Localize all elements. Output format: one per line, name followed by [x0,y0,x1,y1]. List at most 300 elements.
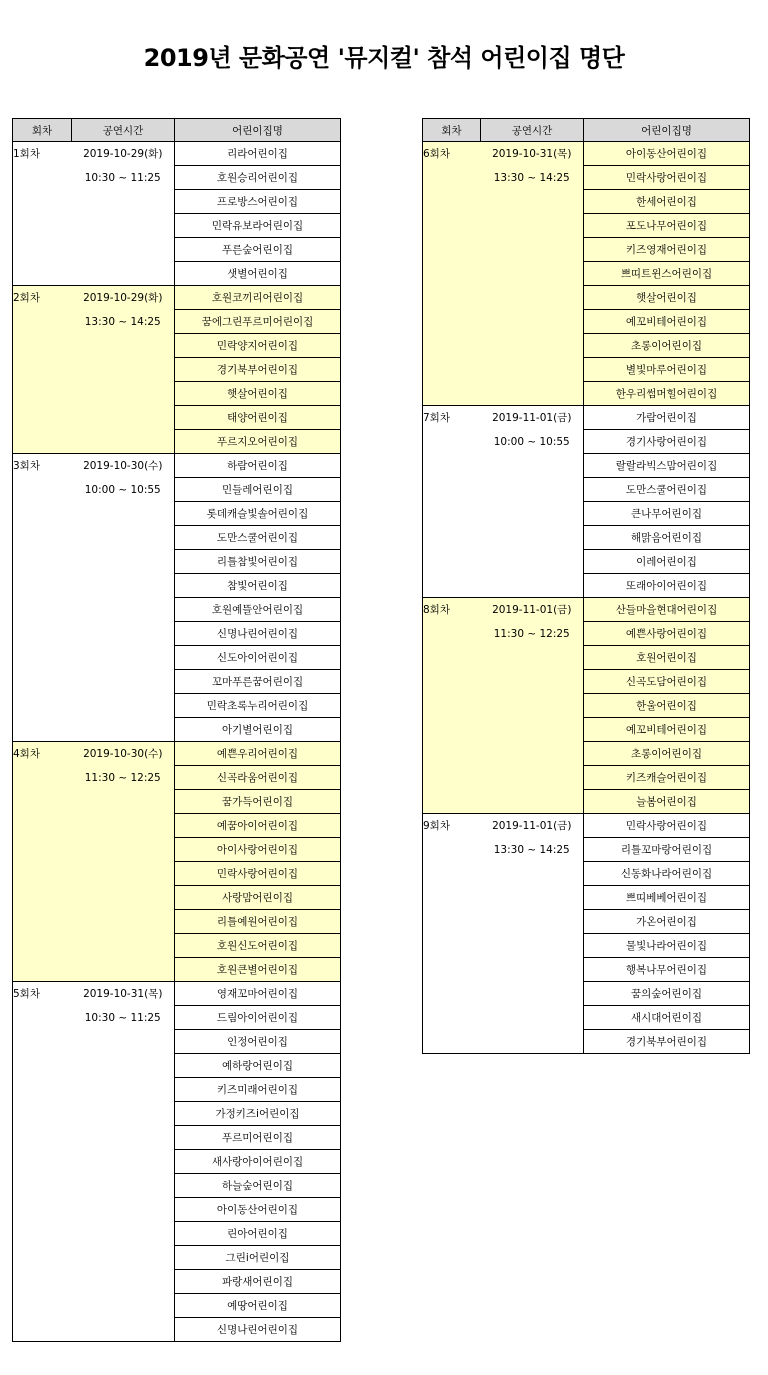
schedule-cell [72,1174,175,1198]
date-cell: 2019-10-30(수) [72,454,175,478]
schedule-cell [72,718,175,742]
center-name-cell: 키즈미래어린이집 [175,1078,341,1102]
header-center-name: 어린이집명 [584,119,750,142]
table-row [13,142,341,166]
table-row [13,166,341,190]
table-row [13,958,341,982]
schedule-cell [72,670,175,694]
center-name-cell: 리틀참빛어린이집 [175,550,341,574]
center-name-cell: 예꼬비테어린이집 [584,718,750,742]
round-cell [423,790,481,814]
round-cell [13,382,72,406]
round-cell [13,238,72,262]
round-cell [423,718,481,742]
table-row [423,262,750,286]
table-row [13,190,341,214]
center-name-cell: 한우리썸머힐어린이집 [584,382,750,406]
table-row [13,238,341,262]
round-cell [423,262,481,286]
round-cell [13,598,72,622]
center-name-cell: 태양어린이집 [175,406,341,430]
table-row [423,406,750,430]
table-row [423,1006,750,1030]
table-row [13,862,341,886]
time-cell: 13:30 ~ 14:25 [493,843,570,856]
center-name-cell: 프로방스어린이집 [175,190,341,214]
schedule-cell [481,1030,584,1054]
round-cell [13,358,72,382]
center-name-cell: 아이동산어린이집 [175,1198,341,1222]
time-cell: 10:30 ~ 11:25 [84,1011,161,1024]
round-cell [13,1126,72,1150]
schedule-cell [72,1150,175,1174]
table-row [423,622,750,646]
round-cell [423,670,481,694]
center-name-cell: 행복나무어린이집 [584,958,750,982]
schedule-cell [72,934,175,958]
table-row [13,1222,341,1246]
header-center-name: 어린이집명 [175,119,341,142]
round-cell [13,1150,72,1174]
table-row [13,478,341,502]
table-row [13,1174,341,1198]
center-name-cell: 린아어린이집 [175,1222,341,1246]
time-cell: 13:30 ~ 14:25 [72,310,175,334]
round-cell [423,838,481,862]
schedule-cell [481,262,584,286]
round-cell [423,742,481,766]
schedule-cell [72,1126,175,1150]
round-cell [13,1198,72,1222]
schedule-cell [72,814,175,838]
schedule-cell [72,214,175,238]
round-cell [13,838,72,862]
table-header-row [423,119,750,142]
table-row [423,958,750,982]
table-row [423,814,750,838]
table-row [423,934,750,958]
schedule-cell [481,334,584,358]
round-cell: 1회차 [13,142,72,166]
table-row [13,934,341,958]
date-cell: 2019-11-01(금) [481,598,584,622]
table-row [13,502,341,526]
round-cell [13,430,72,454]
center-name-cell: 민락유보라어린이집 [175,214,341,238]
center-name-cell: 꿈에그린푸르미어린이집 [175,310,341,334]
round-cell [423,334,481,358]
schedule-cell [72,958,175,982]
round-cell [423,166,481,190]
center-name-cell: 한울어린이집 [584,694,750,718]
round-cell [423,958,481,982]
center-name-cell: 민락사랑어린이집 [175,862,341,886]
table-row [13,1294,341,1318]
table-row [13,910,341,934]
center-name-cell: 아이사랑어린이집 [175,838,341,862]
center-name-cell: 쁘띠트윈스어린이집 [584,262,750,286]
round-cell [423,214,481,238]
schedule-cell [481,718,584,742]
round-cell [13,934,72,958]
date-cell: 2019-11-01(금) [481,406,584,430]
round-cell: 6회차 [423,142,481,166]
round-cell [423,190,481,214]
center-name-cell: 늘봄어린이집 [584,790,750,814]
center-name-cell: 산들마을현대어린이집 [584,598,750,622]
center-name-cell: 민들레어린이집 [175,478,341,502]
schedule-cell [72,190,175,214]
center-name-cell: 큰나무어린이집 [584,502,750,526]
round-cell [423,694,481,718]
round-cell [423,886,481,910]
center-name-cell: 푸른숲어린이집 [175,238,341,262]
table-row [13,454,341,478]
center-name-cell: 아기별어린이집 [175,718,341,742]
time-cell: 13:30 ~ 14:25 [481,166,584,190]
round-cell [423,1006,481,1030]
date-cell: 2019-10-29(화) [72,286,175,310]
schedule-cell [481,694,584,718]
center-name-cell: 인정어린이집 [175,1030,341,1054]
schedule-cell [72,694,175,718]
round-cell [13,478,72,502]
round-cell [13,502,72,526]
date-cell: 2019-10-30(수) [72,742,175,766]
round-cell [13,190,72,214]
schedule-cell [481,742,584,766]
round-cell [423,934,481,958]
center-name-cell: 별빛마루어린이집 [584,358,750,382]
center-name-cell: 하늘숲어린이집 [175,1174,341,1198]
round-cell [13,814,72,838]
center-name-cell: 또래아이어린이집 [584,574,750,598]
schedule-body-right [423,142,750,1054]
time-cell: 11:30 ~ 12:25 [481,622,584,646]
round-cell [423,358,481,382]
schedule-cell [72,1222,175,1246]
table-row [13,550,341,574]
table-row [13,1270,341,1294]
table-row [423,718,750,742]
center-name-cell: 영재꼬마어린이집 [175,982,341,1006]
table-row [13,814,341,838]
round-cell [13,574,72,598]
center-name-cell: 예쁜사랑어린이집 [584,622,750,646]
round-cell [13,310,72,334]
table-row [13,406,341,430]
round-cell: 9회차 [423,814,481,838]
center-name-cell: 이레어린이집 [584,550,750,574]
center-name-cell: 신도아이어린이집 [175,646,341,670]
center-name-cell: 신동화나라어린이집 [584,862,750,886]
schedule-cell [481,502,584,526]
round-cell [13,262,72,286]
table-row [13,982,341,1006]
schedule-cell [481,1006,584,1030]
schedule-cell [72,526,175,550]
center-name-cell: 호원승리어린이집 [175,166,341,190]
center-name-cell: 꿈가득어린이집 [175,790,341,814]
round-cell [13,1294,72,1318]
center-name-cell: 리라어린이집 [175,142,341,166]
round-cell [13,790,72,814]
schedule-cell [481,982,584,1006]
table-row [13,286,341,310]
table-row [423,214,750,238]
round-cell [13,1174,72,1198]
header-time: 공연시간 [481,119,584,142]
schedule-cell [481,526,584,550]
header-round: 회차 [423,119,481,142]
schedule-cell [481,646,584,670]
schedule-cell [72,406,175,430]
table-row [13,766,341,790]
round-cell [423,622,481,646]
schedule-cell [481,382,584,406]
round-cell [13,1078,72,1102]
center-name-cell: 키즈영재어린이집 [584,238,750,262]
table-row [13,742,341,766]
round-cell: 5회차 [13,982,72,1006]
table-row [423,142,750,166]
schedule-cell [72,1318,175,1342]
table-row [423,478,750,502]
schedule-cell [481,310,584,334]
round-cell: 3회차 [13,454,72,478]
table-row [13,214,341,238]
center-name-cell: 민락양지어린이집 [175,334,341,358]
table-row [423,502,750,526]
schedule-cell [72,1270,175,1294]
round-cell: 4회차 [13,742,72,766]
table-row [423,1030,750,1054]
page-title: 2019년 문화공연 '뮤지컬' 참석 어린이집 명단 [143,44,625,72]
table-row [13,1054,341,1078]
time-cell: 11:30 ~ 12:25 [72,766,175,790]
center-name-cell: 예땅어린이집 [175,1294,341,1318]
center-name-cell: 롯데캐슬빛솔어린이집 [175,502,341,526]
schedule-cell [72,1030,175,1054]
table-row [423,454,750,478]
schedule-cell [72,1102,175,1126]
round-cell [423,286,481,310]
table-row [423,310,750,334]
table-row [13,718,341,742]
table-row [423,574,750,598]
schedule-cell [72,1078,175,1102]
center-name-cell: 키즈캐슬어린이집 [584,766,750,790]
center-name-cell: 호원신도어린이집 [175,934,341,958]
table-row [423,382,750,406]
table-row [13,574,341,598]
table-row [423,166,750,190]
round-cell [13,694,72,718]
round-cell [13,1222,72,1246]
table-row [13,1006,341,1030]
schedule-cell [481,358,584,382]
center-name-cell: 꿈의숲어린이집 [584,982,750,1006]
schedule-cell [72,334,175,358]
table-row [423,670,750,694]
round-cell [13,646,72,670]
schedule-cell [72,502,175,526]
center-name-cell: 포도나무어린이집 [584,214,750,238]
table-row [13,1318,341,1342]
round-cell [423,238,481,262]
table-row [13,838,341,862]
table-row [13,694,341,718]
round-cell [13,910,72,934]
center-name-cell: 예꼬비테어린이집 [584,310,750,334]
table-row [423,766,750,790]
schedule-cell [72,262,175,286]
table-row [13,1150,341,1174]
header-time: 공연시간 [72,119,175,142]
date-cell: 2019-10-31(목) [481,142,584,166]
center-name-cell: 푸르지오어린이집 [175,430,341,454]
center-name-cell: 파랑새어린이집 [175,1270,341,1294]
center-name-cell: 신명나린어린이집 [175,622,341,646]
table-row [423,790,750,814]
center-name-cell: 쁘띠베베어린이집 [584,886,750,910]
round-cell [423,574,481,598]
table-row [13,262,341,286]
time-cell: 10:00 ~ 10:55 [84,483,161,496]
schedule-cell [72,1246,175,1270]
table-header-row [13,119,341,142]
schedule-cell [72,838,175,862]
table-row [423,982,750,1006]
center-name-cell: 물빛나라어린이집 [584,934,750,958]
table-row [13,1078,341,1102]
round-cell [13,958,72,982]
table-row [13,526,341,550]
table-row [423,742,750,766]
schedule-cell [481,478,584,502]
table-row [423,190,750,214]
table-row [423,838,750,862]
center-name-cell: 하람어린이집 [175,454,341,478]
center-name-cell: 도만스쿨어린이집 [584,478,750,502]
table-row [423,286,750,310]
center-name-cell: 예쁜우리어린이집 [175,742,341,766]
schedule-cell [481,238,584,262]
center-name-cell: 푸르미어린이집 [175,1126,341,1150]
round-cell [13,1006,72,1030]
center-name-cell: 햇살어린이집 [584,286,750,310]
table-row [13,382,341,406]
table-row [423,862,750,886]
center-name-cell: 한세어린이집 [584,190,750,214]
table-row [13,1030,341,1054]
center-name-cell: 민락사랑어린이집 [584,166,750,190]
center-name-cell: 가온어린이집 [584,910,750,934]
center-name-cell: 예꿈아이어린이집 [175,814,341,838]
center-name-cell: 새시대어린이집 [584,1006,750,1030]
center-name-cell: 리틀꼬마랑어린이집 [584,838,750,862]
center-name-cell: 가정키즈i어린이집 [175,1102,341,1126]
round-cell [423,862,481,886]
table-row [13,646,341,670]
table-row [423,358,750,382]
round-cell [423,550,481,574]
round-cell [13,766,72,790]
round-cell [13,334,72,358]
table-row [423,334,750,358]
table-row [13,430,341,454]
date-cell: 2019-10-31(목) [72,982,175,1006]
date-cell: 2019-10-29(화) [72,142,175,166]
schedule-cell [72,1198,175,1222]
round-cell [423,646,481,670]
schedule-cell [72,430,175,454]
center-name-cell: 민락초록누리어린이집 [175,694,341,718]
round-cell [13,862,72,886]
round-cell [13,526,72,550]
schedule-cell [481,934,584,958]
table-row [423,694,750,718]
schedule-cell [72,574,175,598]
table-row [423,886,750,910]
center-name-cell: 꼬마푸른꿈어린이집 [175,670,341,694]
center-name-cell: 호원예뜰안어린이집 [175,598,341,622]
center-name-cell: 초롱이어린이집 [584,334,750,358]
center-name-cell: 새사랑아이어린이집 [175,1150,341,1174]
round-cell [423,982,481,1006]
schedule-cell [481,574,584,598]
center-name-cell: 신곡도담어린이집 [584,670,750,694]
table-row [423,550,750,574]
center-name-cell: 예하랑어린이집 [175,1054,341,1078]
table-row [423,598,750,622]
schedule-cell [72,886,175,910]
table-row [13,670,341,694]
center-name-cell: 햇살어린이집 [175,382,341,406]
round-cell [423,310,481,334]
time-cell: 10:30 ~ 11:25 [84,171,161,184]
table-row [13,310,341,334]
round-cell [13,670,72,694]
center-name-cell: 경기사랑어린이집 [584,430,750,454]
round-cell: 2회차 [13,286,72,310]
table-row [13,1246,341,1270]
round-cell [13,1030,72,1054]
schedule-cell [481,886,584,910]
schedule-cell [72,238,175,262]
table-row [423,526,750,550]
table-row [423,238,750,262]
center-name-cell: 호원어린이집 [584,646,750,670]
center-name-cell: 경기북부어린이집 [175,358,341,382]
table-row [13,358,341,382]
round-cell [13,1318,72,1342]
schedule-cell [72,382,175,406]
schedule-cell [481,286,584,310]
table-row [13,886,341,910]
center-name-cell: 랄랄라빅스맘어린이집 [584,454,750,478]
schedule-cell [72,550,175,574]
schedule-cell [481,550,584,574]
round-cell [423,526,481,550]
schedule-cell [481,454,584,478]
round-cell: 8회차 [423,598,481,622]
round-cell [13,166,72,190]
schedule-table-right [422,118,750,1054]
round-cell [423,430,481,454]
schedule-cell [72,790,175,814]
center-name-cell: 도만스쿨어린이집 [175,526,341,550]
